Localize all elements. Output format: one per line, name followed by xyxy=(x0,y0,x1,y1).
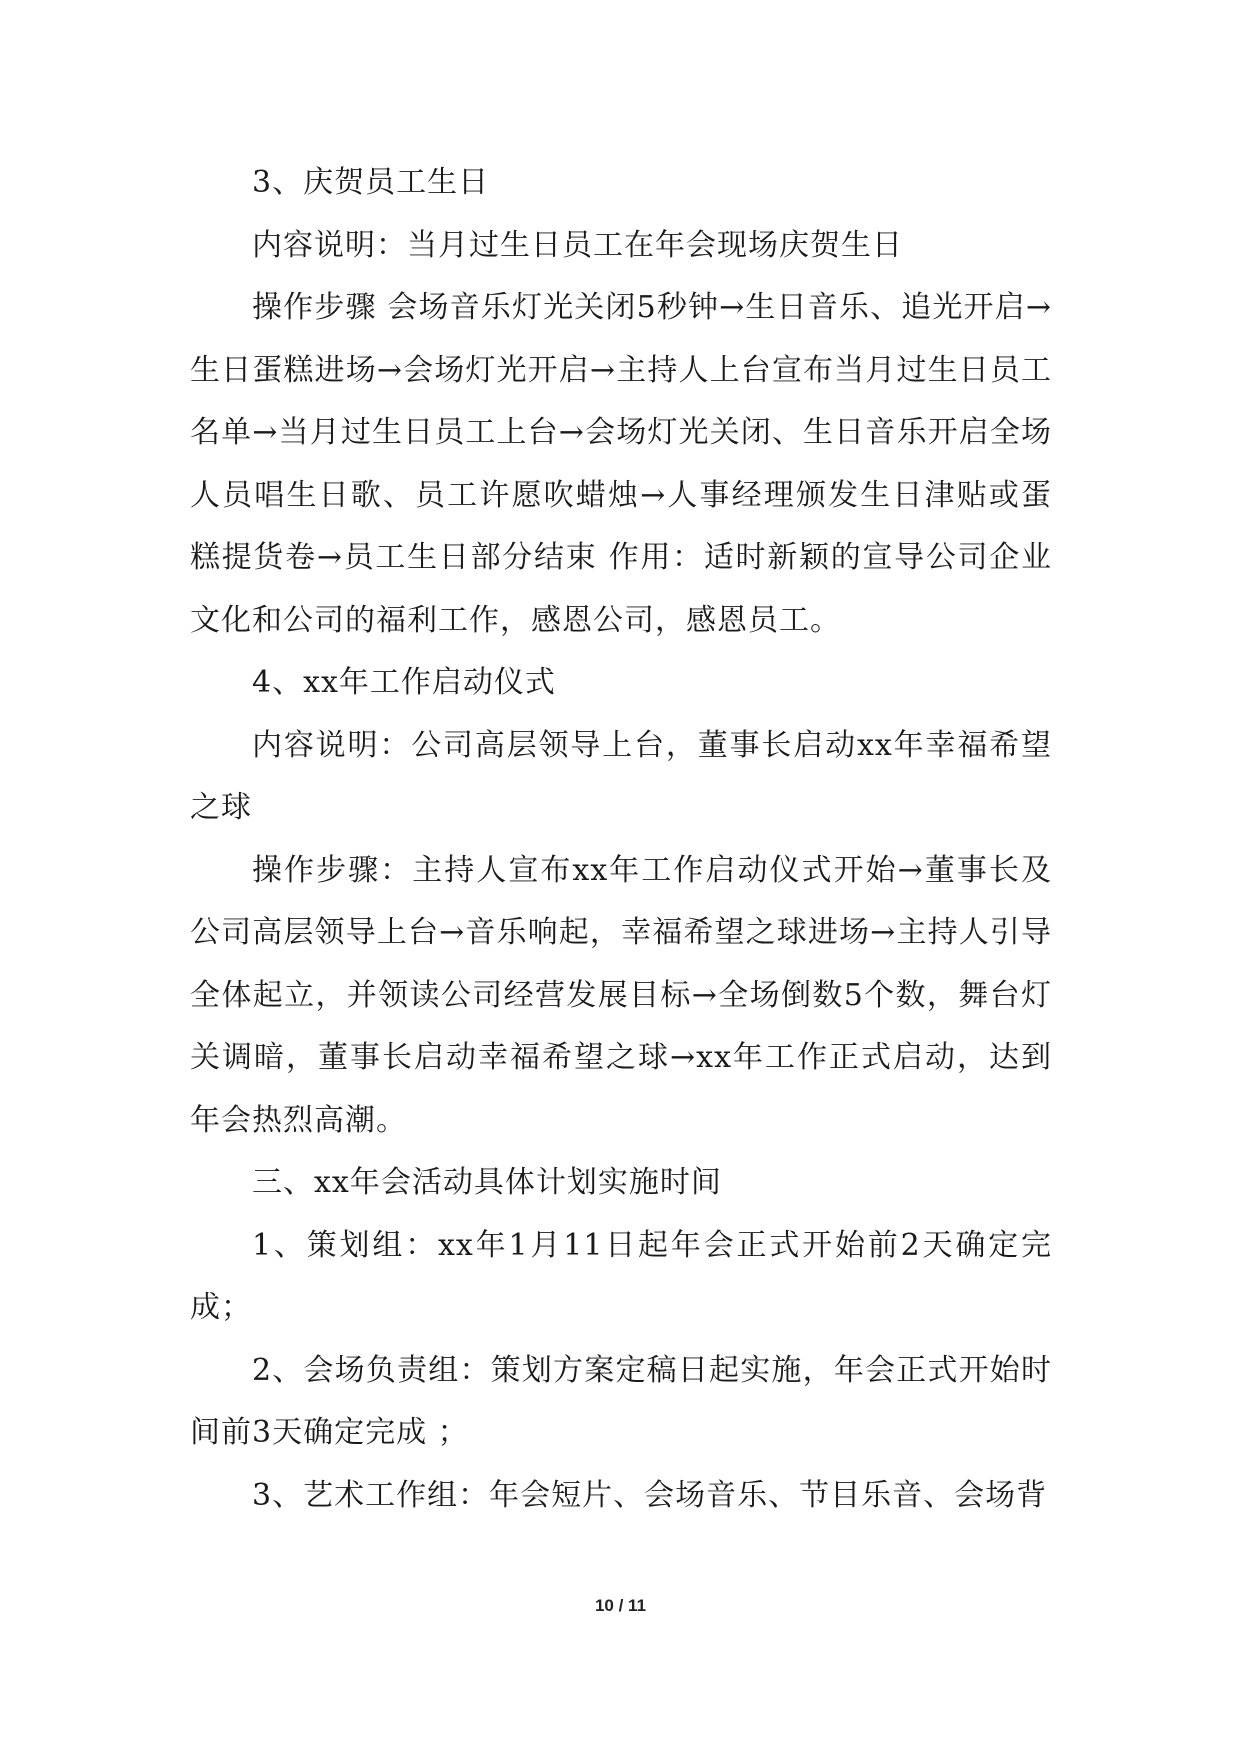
paragraph-launch-description: 内容说明：公司高层领导上台，董事长启动xx年幸福希望之球 xyxy=(190,727,1052,825)
paragraph-birthday-steps: 操作步骤 会场音乐灯光关闭5秒钟→生日音乐、追光开启→生日蛋糕进场→会场灯光开启→主持人上台宣布当月过生日员工名单→当月过生日员工上台→会场灯光关闭、生日音乐开启全场人员唱生日歌、员工许愿吹蜡烛→人事经理颁发生日津贴或蛋糕提货卷→员工生日部分结束 作用：适时新颖的宣导公司企业文化和公司的福利工作，感恩公司，感恩员工。 xyxy=(190,290,1052,638)
paragraph-birthday-description: 内容说明：当月过生日员工在年会现场庆贺生日 xyxy=(252,227,903,263)
paragraph-schedule-planning: 1、策划组：xx年1月11日起年会正式开始前2天确定完成； xyxy=(190,1227,1052,1325)
paragraph-heading-birthday: 3、庆贺员工生日 xyxy=(252,165,490,200)
paragraph-heading-schedule: 三、xx年会活动具体计划实施时间 xyxy=(252,1165,722,1200)
document-body xyxy=(190,152,1052,1527)
paragraph-launch-steps: 操作步骤：主持人宣布xx年工作启动仪式开始→董事长及公司高层领导上台→音乐响起，幸福希望之球进场→主持人引导全体起立，并领读公司经营发展目标→全场倒数5个数，舞台灯关调暗，董事长启动幸福希望之球→xx年工作正式启动，达到年会热烈高潮。 xyxy=(190,852,1052,1138)
paragraph-schedule-venue: 2、会场负责组：策划方案定稿日起实施，年会正式开始时间前3天确定完成 ； xyxy=(190,1352,1052,1450)
paragraph-heading-launch-ceremony: 4、xx年工作启动仪式 xyxy=(252,665,556,700)
page-number: 10 / 11 xyxy=(594,1596,647,1615)
paragraph-schedule-art: 3、艺术工作组：年会短片、会场音乐、节目乐音、会场背 xyxy=(252,1477,1048,1513)
